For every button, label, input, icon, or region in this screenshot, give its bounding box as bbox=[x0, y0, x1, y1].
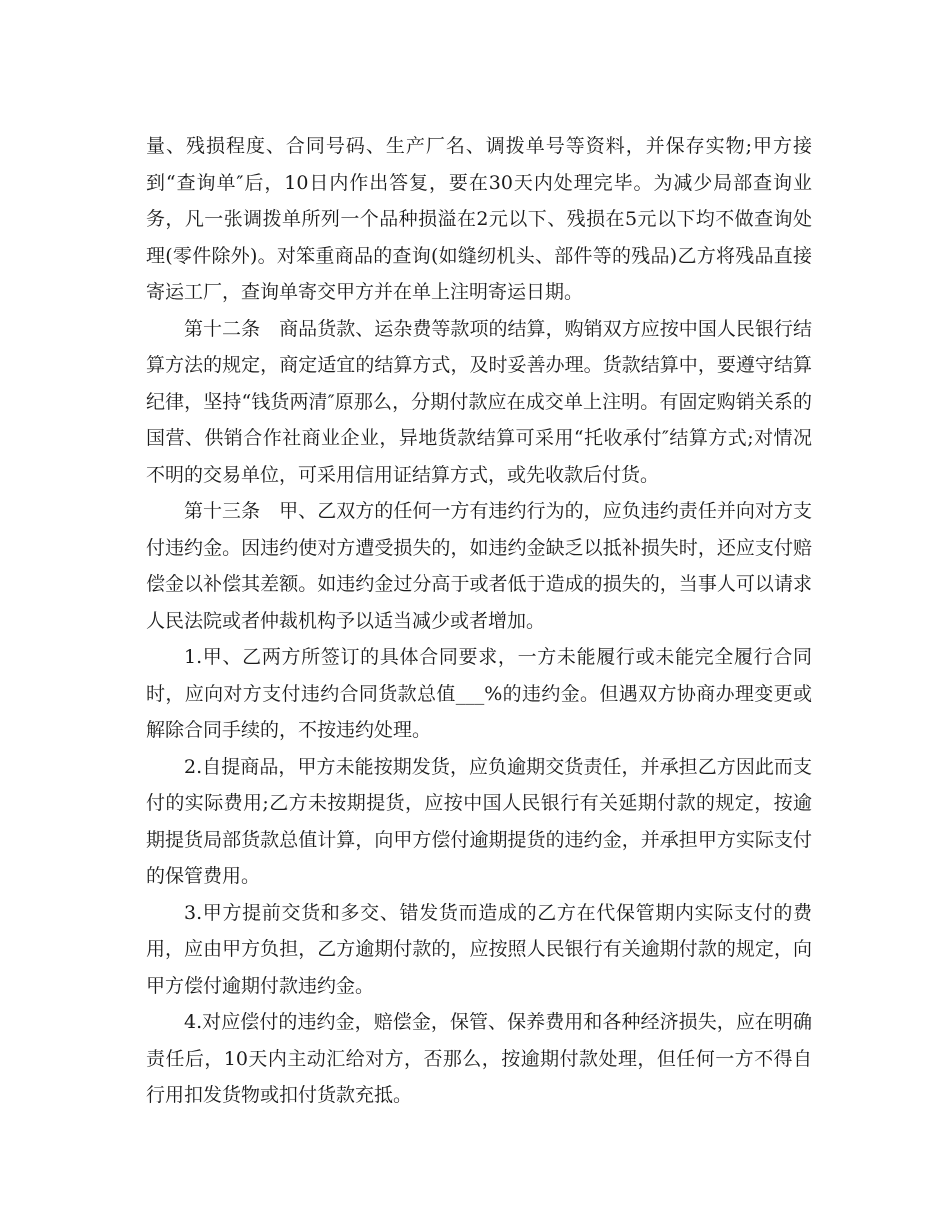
document-page bbox=[146, 128, 812, 1114]
paragraph-item-1: 1.甲、乙两方所签订的具体合同要求，一方未能履行或未能完全履行合同时，应向对方支付违约合同货款总值___%的违约金。但遇双方协商办理变更或解除合同手续的，不按违约处理。 bbox=[146, 646, 812, 741]
paragraph-item-2: 2.自提商品，甲方未能按期发货，应负逾期交货责任，并承担乙方因此而支付的实际费用;乙方未按期提货，应按中国人民银行有关延期付款的规定，按逾期提货局部货款总值计算，向甲方偿付逾期提货的违约金，并承担甲方实际支付的保管费用。 bbox=[146, 755, 812, 887]
paragraph-item-3: 3.甲方提前交货和多交、错发货而造成的乙方在代保管期内实际支付的费用，应由甲方负担，乙方逾期付款的，应按照人民银行有关逾期付款的规定，向甲方偿付逾期付款违约金。 bbox=[146, 901, 812, 997]
paragraph-article-12: 第十二条 商品货款、运杂费等款项的结算，购销双方应按中国人民银行结算方法的规定，商定适宜的结算方式，及时妥善办理。货款结算中，要遵守结算纪律，坚持“钱货两清″原那么，分期付款应在成交单上注明。有固定购销关系的国营、供销合作社商业企业，异地货款结算可采用“托收承付″结算方式;对情况不明的交易单位，可采用信用证结算方式，或先收款后付货。 bbox=[146, 317, 812, 486]
paragraph-item-4: 4.对应偿付的违约金，赔偿金，保管、保养费用和各种经济损失，应在明确责任后，10天内主动汇给对方，否那么，按逾期付款处理，但任何一方不得自行用扣发货物或扣付货款充抵。 bbox=[146, 1011, 812, 1106]
paragraph-continuation: 量、残损程度、合同号码、生产厂名、调拨单号等资料，并保存实物;甲方接到“查询单″后，10日内作出答复，要在30天内处理完毕。为减少局部查询业务，凡一张调拨单所列一个品种损溢在2元以下、残损在5元以下均不做查询处理(零件除外)。对笨重商品的查询(如缝纫机头、部件等的残品)乙方将残品直接寄运工厂，查询单寄交甲方并在单上注明寄运日期。 bbox=[146, 135, 812, 303]
paragraph-article-13: 第十三条 甲、乙双方的任何一方有违约行为的，应负违约责任并向对方支付违约金。因违约使对方遭受损失的，如违约金缺乏以抵补损失时，还应支付赔偿金以补偿其差额。如违约金过分高于或者低于造成的损失的，当事人可以请求人民法院或者仲裁机构予以适当减少或者增加。 bbox=[146, 500, 812, 632]
